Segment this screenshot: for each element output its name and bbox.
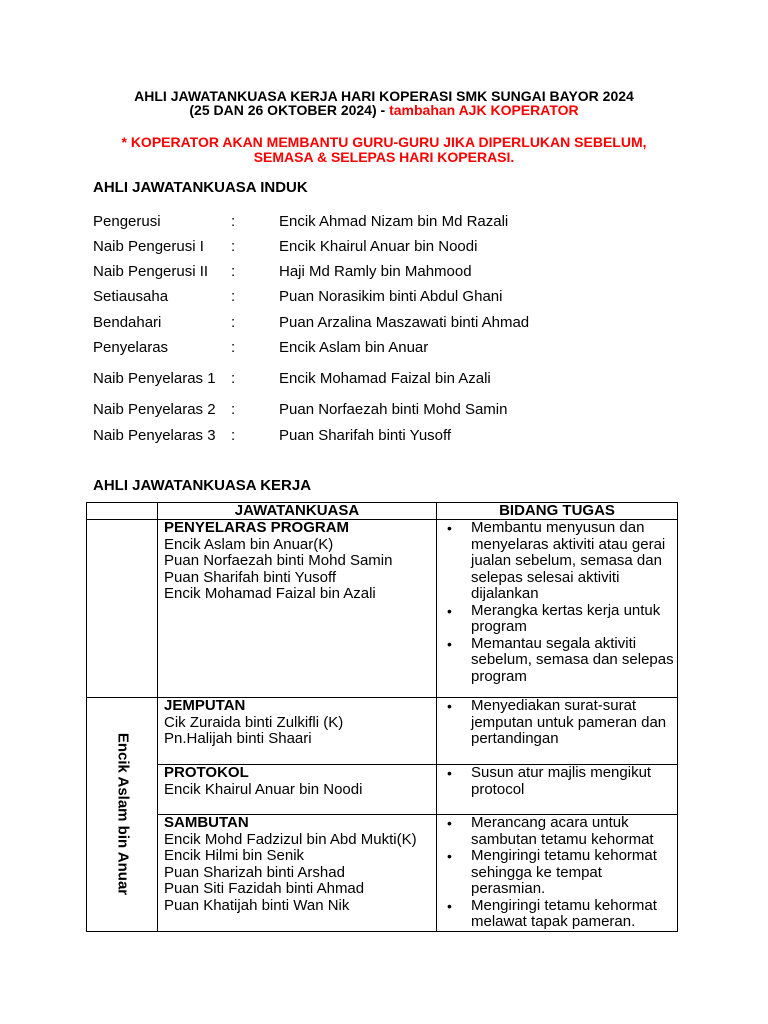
committee-member: Cik Zuraida binti Zulkifli (K) (164, 713, 344, 731)
tasks-cell (437, 765, 678, 815)
committee-cell (158, 815, 437, 932)
table-row (87, 520, 678, 698)
committee-title: SAMBUTAN (164, 814, 249, 831)
header-bidang-tugas: BIDANG TUGAS (437, 503, 678, 520)
induk-name: Encik Khairul Anuar bin Noodi (279, 238, 478, 255)
tasks-cell (437, 815, 678, 932)
tasks-cell (437, 520, 678, 698)
induk-colon: : (231, 339, 236, 356)
induk-name: Puan Sharifah binti Yusoff (279, 427, 452, 444)
committee-member: Encik Hilmi bin Senik (164, 847, 305, 864)
task-item: • Mengiringi tetamu kehormat melawat tapak pameran. (471, 898, 677, 931)
induk-name: Puan Norasikim binti Abdul Ghani (279, 288, 503, 305)
induk-position: Naib Penyelaras 1 (93, 370, 216, 387)
header-jawatankuasa: JAWATANKUASA (158, 503, 437, 520)
committee-cell (158, 698, 437, 765)
induk-name: Encik Aslam bin Anuar (279, 339, 429, 356)
committee-title: PENYELARAS PROGRAM (164, 519, 350, 536)
committee-member: Puan Norfaezah binti Mohd Samin (164, 552, 393, 569)
induk-colon: : (231, 213, 236, 230)
induk-colon: : (231, 427, 236, 444)
induk-position: Setiausaha (93, 288, 169, 305)
kerja-table (86, 502, 678, 932)
induk-position: Naib Penyelaras 2 (93, 401, 216, 418)
table-row (87, 815, 678, 932)
committee-member: Puan Sharifah binti Yusoff (164, 568, 337, 586)
induk-colon: : (231, 370, 236, 387)
committee-member: Puan Khatijah binti Wan Nik (164, 896, 350, 914)
committee-member: Puan Sharizah binti Arshad (164, 863, 345, 881)
table-row (87, 765, 678, 815)
induk-colon: : (231, 314, 236, 331)
task-item: • Memantau segala aktiviti sebelum, semasa dan selepas program (471, 636, 677, 686)
coordinator-vertical-cell (87, 698, 158, 932)
task-list (443, 698, 677, 748)
induk-colon: : (231, 401, 236, 418)
addition-note: tambahan AJK KOPERATOR (389, 102, 579, 118)
committee-member: Encik Mohamad Faizal bin Azali (164, 585, 376, 602)
document-title: AHLI JAWATANKUASA KERJA HARI KOPERASI SMK SUNGAI BAYOR 2024 (134, 88, 634, 104)
task-item: • Merancang acara untuk sambutan tetamu kehormat (471, 815, 677, 848)
label-cell (87, 520, 158, 698)
committee-member: Encik Mohd Fadzizul bin Abd Mukti(K) (164, 830, 417, 848)
table-header-row (87, 503, 678, 520)
task-item: • Susun atur majlis mengikut protocol (471, 765, 677, 798)
induk-colon: : (231, 238, 236, 255)
induk-name: Encik Ahmad Nizam bin Md Razali (279, 213, 509, 230)
table-row (87, 698, 678, 765)
induk-heading: AHLI JAWATANKUASA INDUK (93, 179, 308, 196)
kerja-heading: AHLI JAWATANKUASA KERJA (93, 477, 312, 494)
induk-position: Penyelaras (93, 339, 169, 356)
committee-cell (158, 520, 437, 698)
committee-title: JEMPUTAN (164, 697, 246, 714)
tasks-cell (437, 698, 678, 765)
task-item: • Merangka kertas kerja untuk program (471, 603, 677, 636)
task-item: • Menyediakan surat-surat jemputan untuk pameran dan pertandingan (471, 698, 677, 748)
induk-position: Naib Pengerusi II (93, 263, 209, 280)
induk-colon: : (231, 263, 236, 280)
task-list (443, 765, 677, 798)
task-list (443, 520, 677, 685)
event-dates: (25 DAN 26 OKTOBER 2024) - (189, 102, 386, 118)
committee-member: Puan Siti Fazidah binti Ahmad (164, 880, 365, 897)
induk-name: Puan Norfaezah binti Mohd Samin (279, 401, 508, 418)
koperator-note-line2: SEMASA & SELEPAS HARI KOPERASI. (253, 149, 515, 165)
committee-title: PROTOKOL (164, 764, 249, 781)
task-item: • Mengiringi tetamu kehormat sehingga ke tempat perasmian. (471, 848, 677, 898)
induk-position: Pengerusi (93, 213, 161, 230)
induk-position: Bendahari (93, 314, 162, 331)
committee-member: Pn.Halijah binti Shaari (164, 730, 312, 747)
committee-member: Encik Khairul Anuar bin Noodi (164, 780, 363, 798)
induk-name: Encik Mohamad Faizal bin Azali (279, 370, 491, 387)
induk-position: Naib Penyelaras 3 (93, 427, 216, 444)
coordinator-vertical-label: Encik Aslam bin Anuar (114, 733, 132, 896)
induk-colon: : (231, 288, 236, 305)
induk-name: Haji Md Ramly bin Mahmood (279, 263, 472, 280)
koperator-note-line1: * KOPERATOR AKAN MEMBANTU GURU-GURU JIKA DIPERLUKAN SEBELUM, (121, 134, 647, 150)
header-empty-cell (87, 503, 158, 520)
document-subtitle (0, 102, 768, 119)
committee-cell (158, 765, 437, 815)
induk-name: Puan Arzalina Maszawati binti Ahmad (279, 314, 530, 331)
task-item: • Membantu menyusun dan menyelaras aktiviti atau gerai jualan sebelum, semasa dan selepas selesai aktiviti dijalankan (471, 520, 677, 603)
induk-position: Naib Pengerusi I (93, 238, 204, 255)
task-list (443, 815, 677, 931)
committee-member: Encik Aslam bin Anuar(K) (164, 535, 334, 553)
